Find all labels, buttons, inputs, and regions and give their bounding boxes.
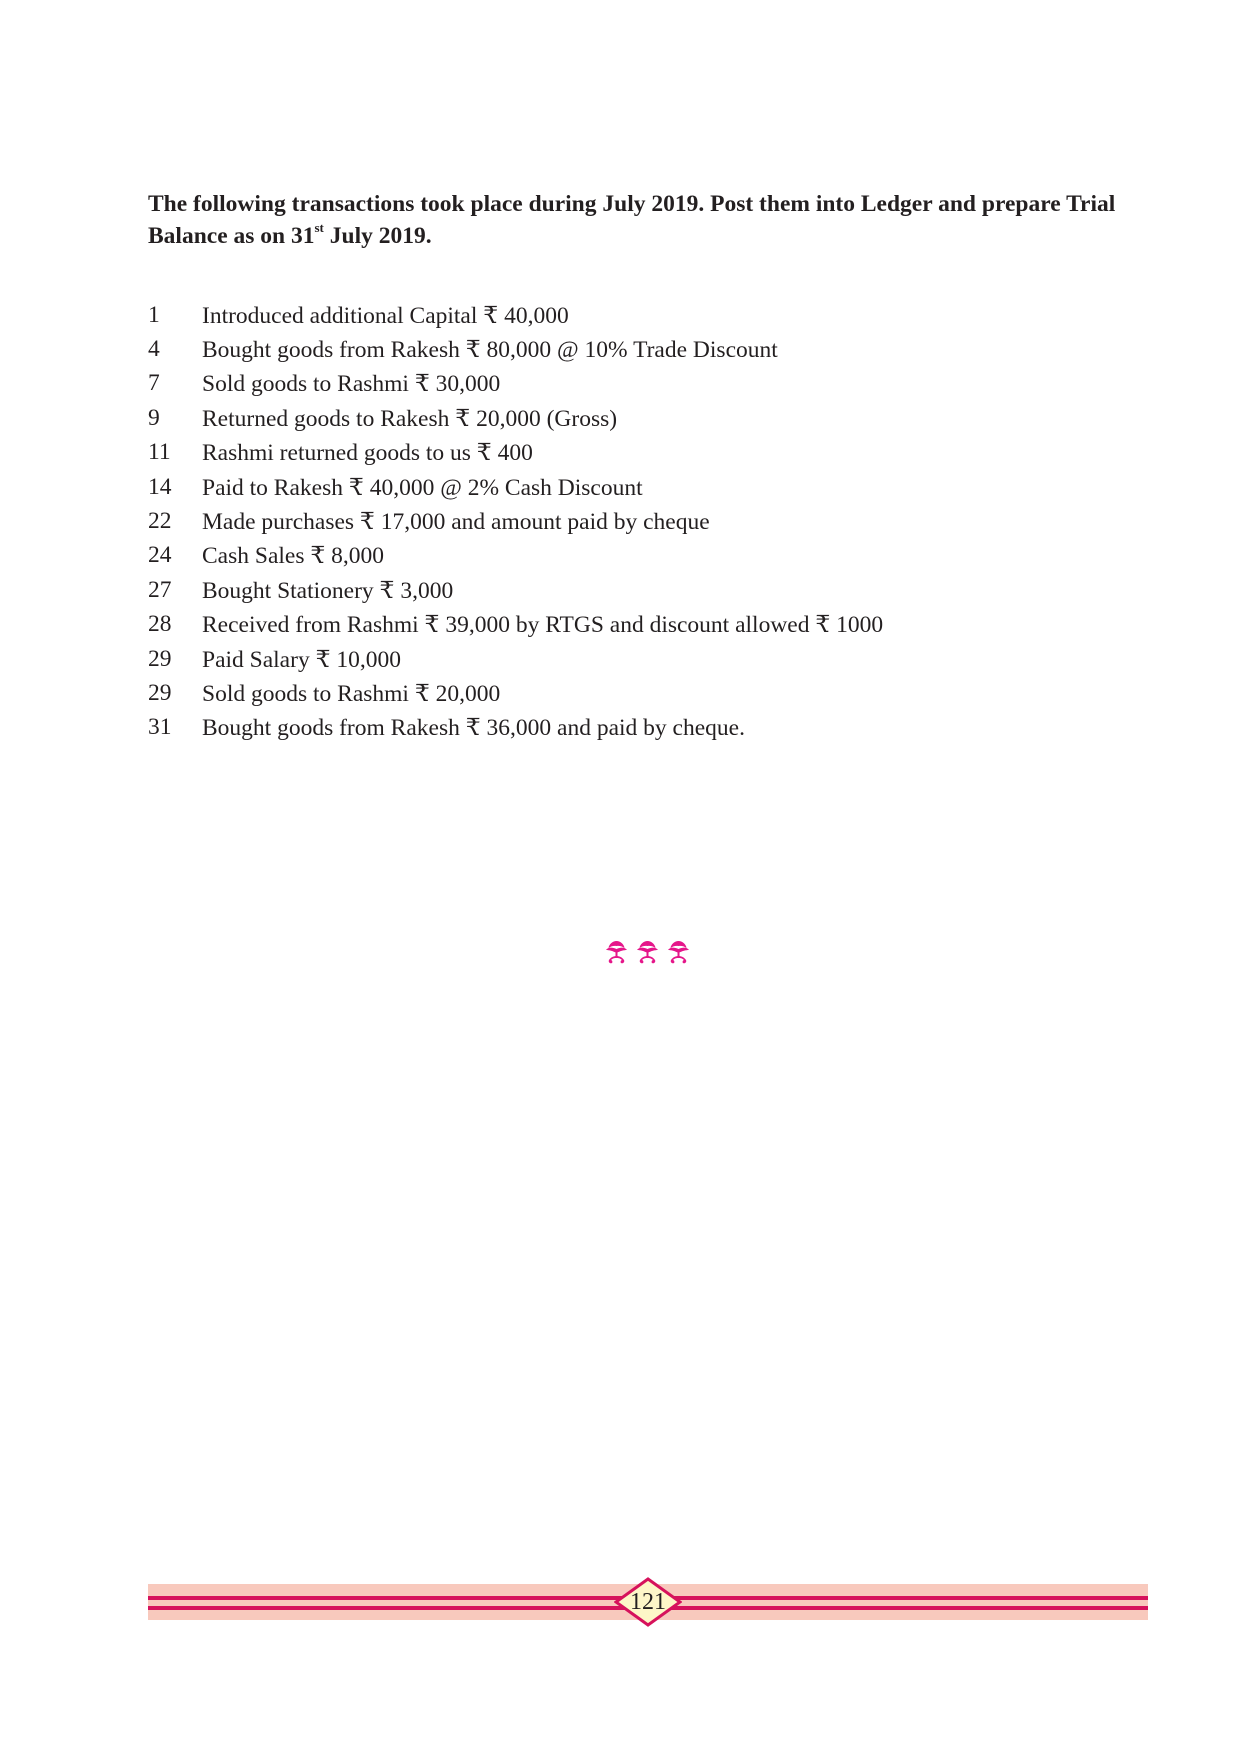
question-heading — [148, 188, 1128, 252]
transaction-date: 14 — [148, 473, 172, 500]
transaction-description: Cash Sales ₹ 8,000 — [202, 543, 385, 570]
transaction-date: 31 — [148, 714, 172, 741]
transaction-date: 11 — [148, 439, 171, 466]
question-superscript: st — [314, 220, 324, 236]
transaction-date: 9 — [148, 404, 160, 431]
floral-ornament-icon — [603, 939, 630, 965]
transaction-description: Introduced additional Capital ₹ 40,000 — [202, 302, 569, 329]
transaction-row — [148, 573, 1098, 607]
page-number: 121 — [630, 1589, 666, 1615]
transaction-row — [148, 504, 1098, 538]
transaction-description: Paid Salary ₹ 10,000 — [202, 646, 402, 673]
transaction-description: Sold goods to Rashmi ₹ 20,000 — [202, 680, 501, 707]
transaction-row — [148, 401, 1098, 435]
transaction-date: 29 — [148, 645, 172, 672]
transaction-date: 4 — [148, 336, 160, 363]
transaction-row — [148, 711, 1098, 745]
transaction-description: Bought Stationery ₹ 3,000 — [202, 577, 454, 604]
question-text: The following transactions took place during July 2019. Post them into Ledger and prepare Trial Balance as on 31 — [148, 191, 1116, 249]
transaction-row — [148, 367, 1098, 401]
page-number-badge — [614, 1577, 682, 1627]
transaction-row — [148, 539, 1098, 573]
transaction-date: 1 — [148, 301, 160, 328]
transaction-description: Made purchases ₹ 17,000 and amount paid by cheque — [202, 509, 710, 536]
transaction-date: 28 — [148, 611, 172, 638]
transaction-description: Sold goods to Rashmi ₹ 30,000 — [202, 371, 501, 398]
transaction-description: Bought goods from Rakesh ₹ 36,000 and paid by cheque. — [202, 715, 745, 742]
transaction-date: 29 — [148, 679, 172, 706]
transaction-date: 27 — [148, 576, 172, 603]
transaction-date: 22 — [148, 508, 172, 535]
transaction-list — [148, 298, 1098, 745]
transaction-description: Received from Rashmi ₹ 39,000 by RTGS and discount allowed ₹ 1000 — [202, 612, 884, 639]
transaction-date: 24 — [148, 542, 172, 569]
transaction-description: Paid to Rakesh ₹ 40,000 @ 2% Cash Discount — [202, 474, 643, 501]
transaction-row — [148, 298, 1098, 332]
transaction-row — [148, 470, 1098, 504]
transaction-row — [148, 608, 1098, 642]
transaction-row — [148, 332, 1098, 366]
section-end-ornament — [603, 939, 692, 965]
transaction-row — [148, 436, 1098, 470]
transaction-description: Rashmi returned goods to us ₹ 400 — [202, 440, 533, 467]
transaction-row — [148, 676, 1098, 710]
transaction-description: Returned goods to Rakesh ₹ 20,000 (Gross) — [202, 405, 618, 432]
transaction-description: Bought goods from Rakesh ₹ 80,000 @ 10% Trade Discount — [202, 337, 778, 364]
transaction-date: 7 — [148, 370, 160, 397]
transaction-row — [148, 642, 1098, 676]
question-text-end: July 2019. — [323, 223, 432, 249]
floral-ornament-icon — [634, 939, 661, 965]
floral-ornament-icon — [665, 939, 692, 965]
